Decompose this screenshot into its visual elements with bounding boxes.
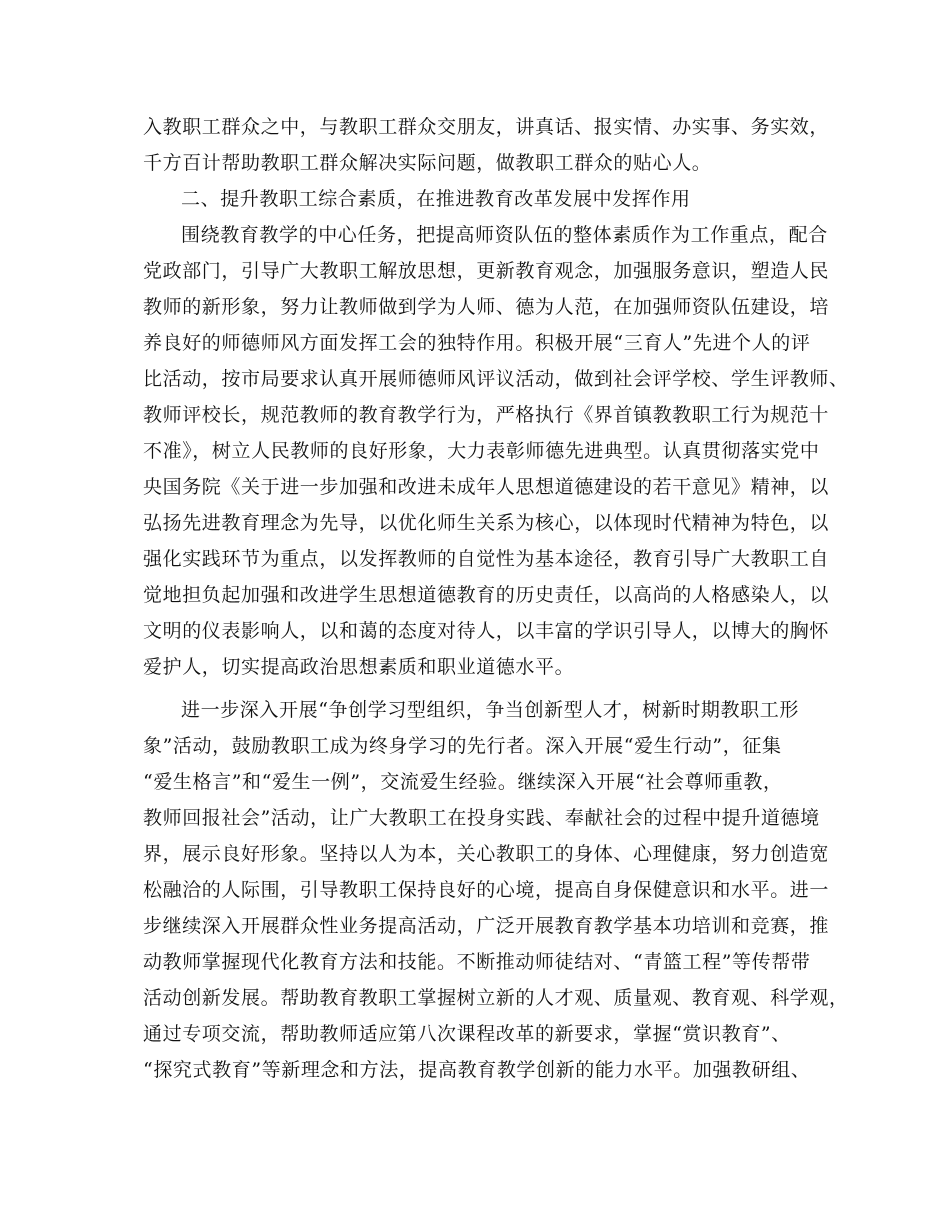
text-line-5: 党政部门，引导广大教职工解放思想，更新教育观念，加强服务意识，塑造人民 [143, 260, 830, 282]
text-line-8: 比活动，按市局要求认真开展师德师风评议活动，做到社会评学校、学生评教师、 [143, 368, 849, 390]
text-line-22: 松融洽的人际围，引导教职工保持良好的心境，提高自身保健意识和水平。进一 [143, 879, 830, 901]
text-line-27: “探究式教育”等新理念和方法，提高教育教学创新的能力水平。加强教研组、 [143, 1059, 811, 1081]
text-line-26: 通过专项交流，帮助教师适应第八次课程改革的新要求，掌握“赏识教育”、 [143, 1023, 791, 1045]
text-line-14: 觉地担负起加强和改进学生思想道德教育的历史责任，以高尚的人格感染人，以 [143, 584, 830, 606]
text-line-7: 养良好的师德师风方面发挥工会的独特作用。积极开展“三育人”先进个人的评 [143, 332, 811, 354]
text-line-2: 千方百计帮助教职工群众解决实际问题，做教职工群众的贴心人。 [143, 152, 712, 174]
text-line-18: 象”活动，鼓励教职工成为终身学习的先行者。深入开展“爱生行动”，征集 [143, 735, 782, 757]
text-line-24: 动教师掌握现代化教育方法和技能。不断推动师徒结对、“青篮工程”等传帮带 [143, 951, 811, 973]
section-heading: 二、提升教职工综合素质，在推进教育改革发展中发挥作用 [181, 188, 691, 210]
text-line-21: 界，展示良好形象。坚持以人为本，关心教职工的身体、心理健康，努力创造宽 [143, 843, 830, 865]
text-line-9: 教师评校长，规范教师的教育教学行为，严格执行《界首镇教教职工行为规范十 [143, 404, 830, 426]
text-line-16: 爱护人，切实提高政治思想素质和职业道德水平。 [143, 656, 575, 678]
text-line-11: 央国务院《关于进一步加强和改进未成年人思想道德建设的若干意见》精神，以 [143, 476, 830, 498]
text-line-4: 围绕教育教学的中心任务，把提高师资队伍的整体素质作为工作重点，配合 [181, 224, 828, 246]
text-line-17: 进一步深入开展“争创学习型组织，争当创新型人才，树新时期教职工形 [181, 699, 799, 721]
text-line-1: 入教职工群众之中，与教职工群众交朋友，讲真话、报实情、办实事、务实效， [143, 116, 830, 138]
text-line-15: 文明的仪表影响人，以和蔼的态度对待人，以丰富的学识引导人，以博大的胸怀 [143, 620, 830, 642]
text-line-6: 教师的新形象，努力让教师做到学为人师、德为人范，在加强师资队伍建设，培 [143, 296, 830, 318]
text-line-20: 教师回报社会”活动，让广大教职工在投身实践、奉献社会的过程中提升道德境 [143, 807, 820, 829]
text-line-19: “爱生格言”和“爱生一例”，交流爱生经验。继续深入开展“社会尊师重教， [143, 771, 783, 793]
text-line-25: 活动创新发展。帮助教育教职工掌握树立新的人才观、质量观、教育观、科学观， [143, 987, 849, 1009]
text-line-12: 弘扬先进教育理念为先导，以优化师生关系为核心，以体现时代精神为特色，以 [143, 512, 830, 534]
text-line-13: 强化实践环节为重点，以发挥教师的自觉性为基本途径，教育引导广大教职工自 [143, 548, 830, 570]
text-line-10: 不准》，树立人民教师的良好形象，大力表彰师德先进典型。认真贯彻落实党中 [143, 440, 820, 462]
text-line-23: 步继续深入开展群众性业务提高活动，广泛开展教育教学基本功培训和竞赛，推 [143, 915, 830, 937]
